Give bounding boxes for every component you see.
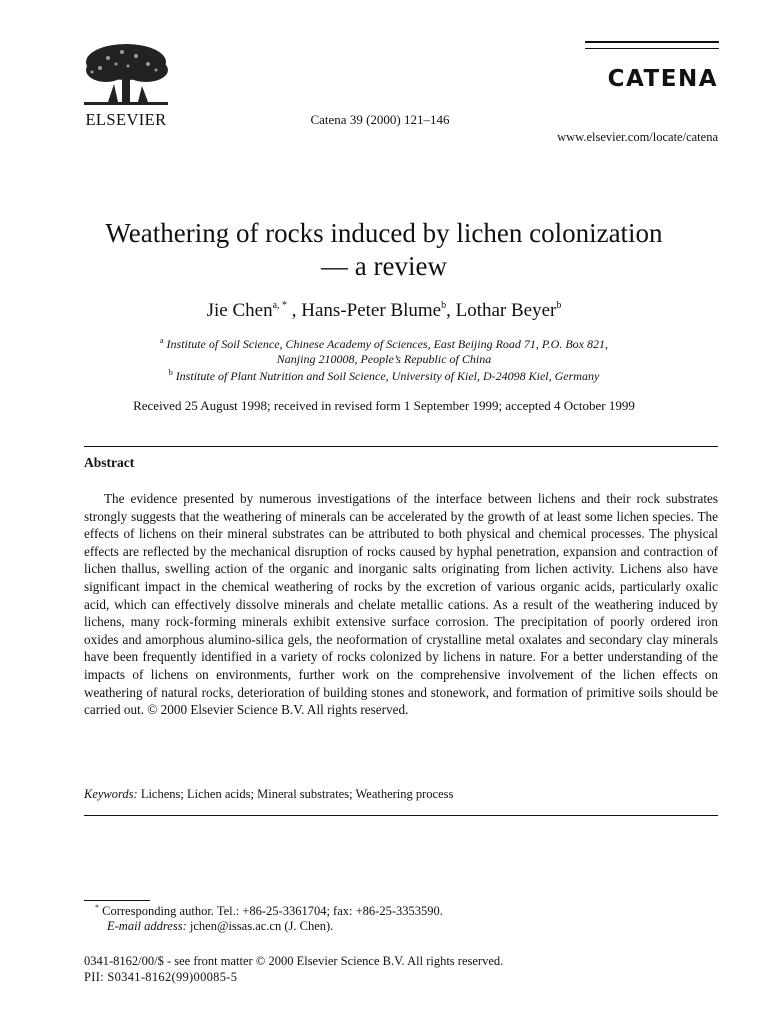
affiliation-marker: b — [168, 368, 173, 377]
elsevier-tree-logo — [78, 40, 174, 110]
author-separator: , — [446, 300, 456, 321]
affiliation-marker: a — [159, 336, 164, 345]
publisher-name: ELSEVIER — [85, 110, 167, 129]
received-dates: Received 25 August 1998; received in revised form 1 September 1999; accepted 4 October 1999 — [133, 398, 635, 413]
article-title — [60, 217, 708, 283]
author-affiliation-marker: b — [441, 299, 447, 311]
article-title-line-2: — a review — [321, 251, 447, 281]
author-affiliation-marker: b — [556, 299, 562, 311]
abstract-text: The evidence presented by numerous investigations of the interface between lichens and their rock substrates strongly suggests that the weathering of minerals can be accelerated by the growth of at least some lichen species. The effects of lichens on their mineral substrates can be attributed to both physical and chemical processes. The physical effects are reflected by the mechanical disruption of rocks caused by hyphal penetration, expansion and contraction of lichen thallus, swelling action of the organic and inorganic salts originating from lichen activity. Lichens also have significant impact in the chemical weathering of rocks by the excretion of various organic acids, particularly oxalic acid, which can effectively dissolve minerals and chelate metallic cations. As a result of the weathering induced by lichens, many rock-forming minerals exhibit extensive surface corrosion. The precipitation of poorly ordered iron oxides and amorphous alumino-silica gels, the neoformation of crystalline metal oxalates and secondary clay minerals have been frequently identified in a variety of rocks colonized by lichens in nature. For a better understanding of the impacts of lichens on environments, further work on the comprehensive involvement of the lichen effects on weathering of natural rocks, deterioration of building stones and stonework, and formation of primitive soils should be carried out. © 2000 Elsevier Science B.V. All rights reserved. — [84, 491, 718, 718]
journal-name: CATENA — [607, 66, 718, 92]
footnote-rule — [84, 900, 150, 901]
header-rule-thin — [585, 48, 719, 49]
abstract-heading: Abstract — [84, 455, 135, 470]
affiliation-b — [60, 368, 708, 384]
affiliation-a-text: Institute of Soil Science, Chinese Academy of Sciences, East Beijing Road 71, P.O. Box 821, — [166, 337, 609, 351]
footnote-marker: * — [95, 903, 99, 912]
email-address[interactable]: jchen@issas.ac.cn (J. Chen). — [189, 919, 334, 933]
keywords-list: Lichens; Lichen acids; Mineral substrates; Weathering process — [140, 787, 454, 801]
email-note — [107, 919, 717, 934]
author-name: Jie Chen — [206, 300, 273, 321]
keywords-label: Keywords: — [84, 787, 138, 801]
journal-citation: Catena 39 (2000) 121–146 — [310, 112, 450, 127]
affiliation-a — [60, 336, 708, 352]
corresponding-author-note — [95, 903, 715, 919]
author-affiliation-marker: a, * — [272, 299, 288, 311]
journal-url[interactable]: www.elsevier.com/locate/catena — [557, 130, 718, 144]
copyright-line: 0341-8162/00/$ - see front matter © 2000 Elsevier Science B.V. All rights reserved. — [84, 954, 504, 968]
author-name: Hans-Peter Blume — [301, 300, 442, 321]
abstract-top-rule — [84, 446, 718, 447]
author-name: Lothar Beyer — [455, 300, 557, 321]
corresponding-author-text: Corresponding author. Tel.: +86-25-3361704; fax: +86-25-3353590. — [102, 904, 443, 919]
affiliation-b-text: Institute of Plant Nutrition and Soil Science, University of Kiel, D-24098 Kiel, Germany — [175, 369, 600, 383]
affiliation-a-continued: Nanjing 210008, People’s Republic of China — [276, 352, 492, 366]
pii-line: PII: S0341-8162(99)00085-5 — [84, 970, 238, 984]
keywords — [84, 787, 718, 802]
author-separator: , — [287, 300, 302, 321]
abstract-bottom-rule — [84, 815, 718, 816]
author-list — [60, 300, 708, 322]
header-rule — [585, 41, 719, 43]
email-label: E-mail address: — [107, 919, 187, 933]
article-title-line-1: Weathering of rocks induced by lichen colonization — [105, 218, 663, 248]
